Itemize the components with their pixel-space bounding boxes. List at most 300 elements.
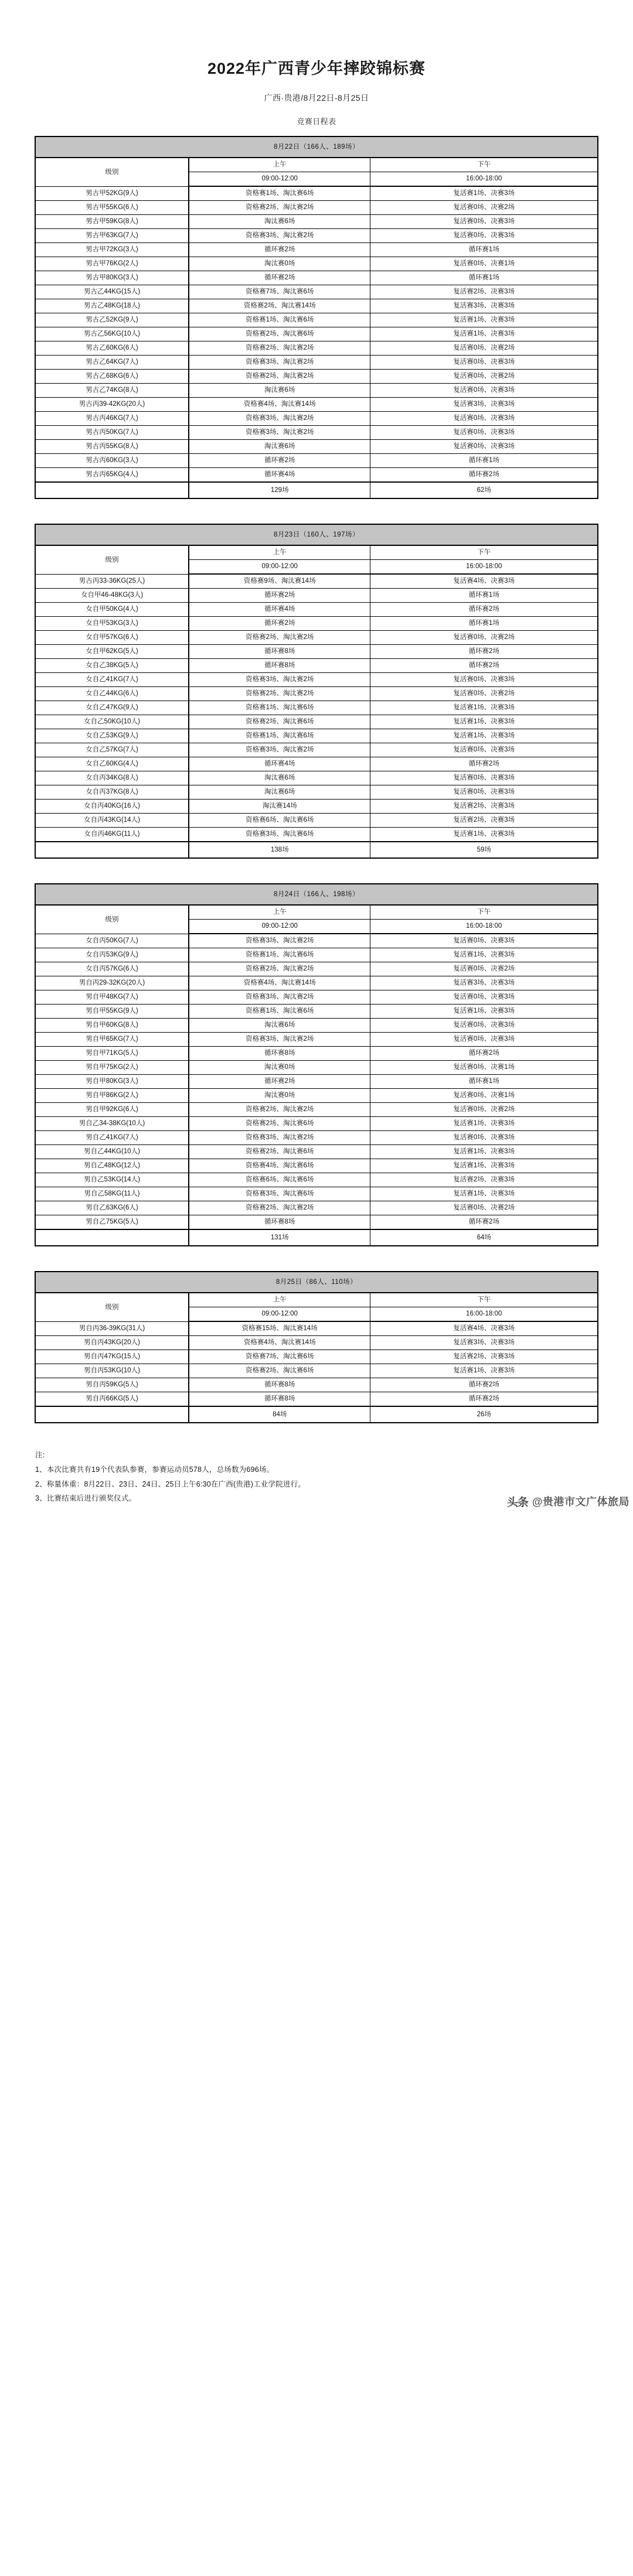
cell-afternoon-matches: 复活赛3场、决赛3场 [370,299,598,313]
column-header-morning: 上午 [189,905,370,920]
cell-level: 女自乙41KG(7人) [35,673,189,687]
column-header-afternoon: 下午 [370,905,598,920]
cell-morning-matches: 资格赛2场、淘汰赛6场 [189,1117,370,1131]
cell-level: 男自甲71KG(5人) [35,1047,189,1061]
cell-afternoon-matches: 复活赛0场、决赛2场 [370,341,598,356]
cell-afternoon-matches: 复活赛4场、决赛3场 [370,574,598,589]
cell-level: 男自丙47KG(15人) [35,1350,189,1364]
cell-level: 男自丙59KG(5人) [35,1378,189,1392]
day-banner: 8月24日（166人、198场） [35,884,598,905]
cell-afternoon-matches: 复活赛0场、决赛2场 [370,631,598,645]
table-row [35,771,598,785]
cell-afternoon-matches: 复活赛1场、决赛3场 [370,313,598,327]
cell-morning-matches: 淘汰赛6场 [189,215,370,229]
cell-morning-matches: 资格赛7场、淘汰赛6场 [189,285,370,299]
cell-morning-matches: 资格赛15场、淘汰赛14场 [189,1321,370,1336]
cell-morning-matches: 资格赛3场、淘汰赛2场 [189,412,370,426]
cell-afternoon-matches: 复活赛4场、决赛3场 [370,1321,598,1336]
table-row [35,313,598,327]
cell-level: 男古乙64KG(7人) [35,356,189,370]
table-row [35,1215,598,1230]
cell-afternoon-matches: 复活赛0场、决赛1场 [370,1061,598,1075]
cell-morning-matches: 资格赛4场、淘汰赛6场 [189,1159,370,1173]
cell-afternoon-matches: 复活赛2场、决赛3场 [370,1350,598,1364]
cell-afternoon-matches: 复活赛0场、决赛3场 [370,384,598,398]
table-row [35,271,598,285]
cell-afternoon-matches: 循环赛2场 [370,1047,598,1061]
table-row [35,814,598,828]
cell-level: 男古乙74KG(8人) [35,384,189,398]
cell-total-level [35,482,189,498]
cell-total-level [35,1229,189,1246]
cell-total-morning: 129场 [189,482,370,498]
cell-morning-matches: 循环赛8场 [189,645,370,659]
cell-morning-matches: 资格赛2场、淘汰赛2场 [189,962,370,976]
cell-morning-matches: 资格赛3场、淘汰赛2场 [189,426,370,440]
cell-afternoon-matches: 复活赛0场、决赛1场 [370,257,598,271]
table-row [35,412,598,426]
cell-afternoon-matches: 循环赛1场 [370,617,598,631]
table-total-row [35,842,598,858]
cell-level: 男古丙46KG(7人) [35,412,189,426]
cell-afternoon-matches: 复活赛0场、决赛3场 [370,1019,598,1033]
cell-level: 男古乙60KG(6人) [35,341,189,356]
cell-afternoon-matches: 循环赛2场 [370,1392,598,1407]
column-header-afternoon: 下午 [370,1293,598,1307]
table-row [35,1350,598,1364]
note-item-2: 2、称量体重：8月22日、23日、24日、25日上午6:30在广西(贵港)工业学院进行。 [35,1480,305,1488]
section-title: 竞赛日程表 [297,117,336,127]
cell-afternoon-matches: 复活赛0场、决赛3场 [370,990,598,1005]
cell-morning-matches: 循环赛2场 [189,1075,370,1089]
cell-afternoon-matches: 复活赛1场、决赛3场 [370,948,598,962]
cell-afternoon-matches: 复活赛3场、决赛3场 [370,1336,598,1350]
day-banner: 8月25日（86人、110场） [35,1272,598,1293]
cell-afternoon-matches: 复活赛2场、决赛3场 [370,1173,598,1187]
cell-morning-matches: 淘汰赛6场 [189,1019,370,1033]
cell-afternoon-matches: 复活赛0场、决赛2场 [370,962,598,976]
table-row [35,743,598,757]
table-row [35,645,598,659]
cell-total-level [35,842,189,858]
column-header-morning-time: 09:00-12:00 [189,1307,370,1322]
cell-level: 男自丙43KG(20人) [35,1336,189,1350]
day-schedule-table [35,524,598,859]
cell-morning-matches: 循环赛2场 [189,243,370,257]
cell-level: 男古丙33-36KG(25人) [35,574,189,589]
table-row [35,1336,598,1350]
cell-afternoon-matches: 复活赛0场、决赛2场 [370,1103,598,1117]
cell-level: 男古甲76KG(2人) [35,257,189,271]
column-header-level: 级别 [35,158,189,186]
cell-level: 女自丙37KG(8人) [35,785,189,800]
table-row [35,673,598,687]
cell-afternoon-matches: 复活赛1场、决赛3场 [370,729,598,743]
cell-level: 男自甲75KG(2人) [35,1061,189,1075]
table-row [35,948,598,962]
table-row [35,589,598,603]
cell-afternoon-matches: 复活赛0场、决赛3场 [370,215,598,229]
cell-afternoon-matches: 循环赛2场 [370,1215,598,1230]
cell-morning-matches: 资格赛3场、淘汰赛2场 [189,356,370,370]
column-header-morning-time: 09:00-12:00 [189,172,370,187]
cell-morning-matches: 资格赛2场、淘汰赛2场 [189,341,370,356]
schedule-tables [0,136,633,1423]
table-row [35,631,598,645]
note-item-1: 1、本次比赛共有19个代表队参赛，参赛运动员578人，总场数为696场。 [35,1465,274,1474]
cell-level: 女自甲46-48KG(3人) [35,589,189,603]
cell-morning-matches: 资格赛7场、淘汰赛6场 [189,1350,370,1364]
cell-afternoon-matches: 复活赛0场、决赛3场 [370,440,598,454]
cell-level: 男古丙65KG(4人) [35,468,189,483]
cell-level: 女自甲62KG(5人) [35,645,189,659]
table-row [35,243,598,257]
cell-morning-matches: 资格赛2场、淘汰赛2场 [189,370,370,384]
cell-afternoon-matches: 复活赛1场、决赛3场 [370,828,598,842]
cell-level: 女自丙53KG(9人) [35,948,189,962]
table-row [35,1201,598,1215]
cell-total-morning: 138场 [189,842,370,858]
table-row [35,1061,598,1075]
cell-morning-matches: 资格赛1场、淘汰赛6场 [189,701,370,715]
cell-morning-matches: 淘汰赛6场 [189,440,370,454]
event-subtitle: 广西·贵港/8月22日-8月25日 [264,93,369,103]
table-row [35,990,598,1005]
cell-level: 男古丙55KG(8人) [35,440,189,454]
cell-level: 女自丙50KG(7人) [35,934,189,948]
watermark-account-name: @贵港市文广体旅局 [532,1496,629,1508]
cell-level: 男古乙48KG(18人) [35,299,189,313]
cell-level: 男自乙63KG(6人) [35,1201,189,1215]
note-item-3: 3、比赛结束后进行颁奖仪式。 [35,1494,137,1503]
cell-level: 女自乙47KG(9人) [35,701,189,715]
cell-total-afternoon: 64场 [370,1229,598,1246]
cell-level: 男古丙39-42KG(20人) [35,398,189,412]
cell-morning-matches: 淘汰赛0场 [189,1061,370,1075]
cell-level: 男古丙50KG(7人) [35,426,189,440]
day-schedule-table [35,136,598,499]
toutiao-logo-icon: 头条 [506,1496,528,1509]
cell-level: 男古甲80KG(3人) [35,271,189,285]
table-row [35,687,598,701]
cell-morning-matches: 淘汰赛14场 [189,800,370,814]
column-header-morning: 上午 [189,1293,370,1307]
column-header-afternoon-time: 16:00-18:00 [370,920,598,934]
table-row [35,715,598,729]
cell-afternoon-matches: 复活赛0场、决赛3场 [370,785,598,800]
table-row [35,1075,598,1089]
cell-level: 男自乙58KG(11人) [35,1187,189,1201]
cell-afternoon-matches: 循环赛1场 [370,589,598,603]
cell-level: 男古乙68KG(6人) [35,370,189,384]
table-row [35,398,598,412]
cell-level: 男自乙41KG(7人) [35,1131,189,1145]
cell-level: 男自丙53KG(10人) [35,1364,189,1378]
cell-morning-matches: 循环赛4场 [189,468,370,483]
cell-morning-matches: 资格赛2场、淘汰赛2场 [189,201,370,215]
cell-level: 男自丙66KG(5人) [35,1392,189,1407]
cell-morning-matches: 资格赛6场、淘汰赛6场 [189,814,370,828]
cell-level: 女自甲57KG(6人) [35,631,189,645]
cell-afternoon-matches: 循环赛1场 [370,454,598,468]
table-row [35,962,598,976]
cell-morning-matches: 资格赛3场、淘汰赛2场 [189,934,370,948]
cell-afternoon-matches: 复活赛1场、决赛3场 [370,701,598,715]
cell-afternoon-matches: 复活赛0场、决赛2场 [370,687,598,701]
cell-morning-matches: 资格赛2场、淘汰赛14场 [189,299,370,313]
table-row [35,785,598,800]
cell-afternoon-matches: 复活赛0场、决赛3场 [370,1033,598,1047]
notes-heading: 注: [35,1451,45,1460]
table-row [35,1033,598,1047]
column-header-morning-time: 09:00-12:00 [189,920,370,934]
watermark [507,1494,629,1509]
cell-afternoon-matches: 循环赛2场 [370,757,598,771]
cell-level: 男自丙36-39KG(31人) [35,1321,189,1336]
cell-afternoon-matches: 复活赛3场、决赛3场 [370,976,598,990]
cell-afternoon-matches: 复活赛0场、决赛3场 [370,771,598,785]
table-row [35,1047,598,1061]
table-row [35,1187,598,1201]
cell-level: 男古甲72KG(3人) [35,243,189,257]
cell-morning-matches: 淘汰赛6场 [189,384,370,398]
cell-level: 男自甲65KG(7人) [35,1033,189,1047]
table-row [35,327,598,341]
table-row [35,701,598,715]
cell-total-morning: 84场 [189,1406,370,1423]
cell-afternoon-matches: 循环赛2场 [370,603,598,617]
cell-afternoon-matches: 复活赛1场、决赛3场 [370,1187,598,1201]
table-row [35,426,598,440]
cell-afternoon-matches: 循环赛2场 [370,468,598,483]
cell-level: 女自乙44KG(6人) [35,687,189,701]
cell-level: 男自丙29-32KG(20人) [35,976,189,990]
cell-level: 男古乙44KG(15人) [35,285,189,299]
cell-morning-matches: 资格赛2场、淘汰赛6场 [189,1145,370,1159]
column-header-morning-time: 09:00-12:00 [189,560,370,575]
cell-afternoon-matches: 复活赛0场、决赛3场 [370,412,598,426]
cell-morning-matches: 淘汰赛6场 [189,785,370,800]
column-header-afternoon: 下午 [370,158,598,172]
table-row [35,659,598,673]
cell-morning-matches: 资格赛3场、淘汰赛6场 [189,828,370,842]
column-header-afternoon-time: 16:00-18:00 [370,560,598,575]
table-row [35,299,598,313]
table-row [35,1089,598,1103]
table-row [35,574,598,589]
cell-morning-matches: 循环赛8场 [189,1215,370,1230]
table-row [35,341,598,356]
column-header-afternoon-time: 16:00-18:00 [370,1307,598,1322]
cell-afternoon-matches: 复活赛1场、决赛3场 [370,1005,598,1019]
table-row [35,356,598,370]
cell-level: 女自乙53KG(9人) [35,729,189,743]
cell-level: 女自丙46KG(11人) [35,828,189,842]
cell-morning-matches: 资格赛3场、淘汰赛2场 [189,990,370,1005]
cell-level: 女自丙40KG(16人) [35,800,189,814]
cell-level: 男自甲55KG(9人) [35,1005,189,1019]
cell-total-afternoon: 62场 [370,482,598,498]
cell-afternoon-matches: 复活赛0场、决赛1场 [370,1089,598,1103]
cell-total-level [35,1406,189,1423]
cell-level: 男自乙75KG(5人) [35,1215,189,1230]
cell-morning-matches: 淘汰赛0场 [189,1089,370,1103]
cell-afternoon-matches: 循环赛2场 [370,1378,598,1392]
cell-morning-matches: 循环赛4场 [189,603,370,617]
cell-morning-matches: 资格赛3场、淘汰赛2场 [189,743,370,757]
cell-level: 男自甲48KG(7人) [35,990,189,1005]
cell-level: 男古甲55KG(6人) [35,201,189,215]
cell-morning-matches: 循环赛8场 [189,1047,370,1061]
cell-afternoon-matches: 复活赛1场、决赛3场 [370,715,598,729]
cell-morning-matches: 循环赛8场 [189,1378,370,1392]
cell-morning-matches: 资格赛3场、淘汰赛2场 [189,1033,370,1047]
table-row [35,440,598,454]
cell-level: 女自丙57KG(6人) [35,962,189,976]
table-row [35,186,598,201]
cell-afternoon-matches: 复活赛0场、决赛3场 [370,934,598,948]
cell-level: 男自乙53KG(14人) [35,1173,189,1187]
table-row [35,729,598,743]
cell-level: 女自甲53KG(3人) [35,617,189,631]
table-row [35,1364,598,1378]
day-schedule-table [35,1271,598,1423]
cell-morning-matches: 循环赛8场 [189,1392,370,1407]
table-row [35,617,598,631]
cell-level: 女自乙50KG(10人) [35,715,189,729]
cell-afternoon-matches: 复活赛0场、决赛3场 [370,229,598,243]
cell-afternoon-matches: 复活赛0场、决赛3场 [370,743,598,757]
table-row [35,1159,598,1173]
cell-level: 女自乙60KG(4人) [35,757,189,771]
cell-morning-matches: 资格赛2场、淘汰赛6场 [189,1364,370,1378]
cell-morning-matches: 资格赛1场、淘汰赛6场 [189,186,370,201]
table-row [35,1103,598,1117]
cell-morning-matches: 淘汰赛6场 [189,771,370,785]
table-row [35,1378,598,1392]
cell-level: 男自乙44KG(10人) [35,1145,189,1159]
cell-afternoon-matches: 循环赛1场 [370,1075,598,1089]
table-row [35,757,598,771]
cell-afternoon-matches: 复活赛0场、决赛3场 [370,426,598,440]
column-header-morning: 上午 [189,158,370,172]
table-row [35,1019,598,1033]
table-total-row [35,1229,598,1246]
cell-afternoon-matches: 复活赛0场、决赛3场 [370,673,598,687]
cell-level: 男古乙56KG(10人) [35,327,189,341]
table-row [35,1131,598,1145]
cell-level: 男古甲52KG(9人) [35,186,189,201]
cell-morning-matches: 资格赛1场、淘汰赛6场 [189,729,370,743]
table-row [35,384,598,398]
cell-morning-matches: 循环赛2场 [189,454,370,468]
cell-total-morning: 131场 [189,1229,370,1246]
cell-afternoon-matches: 复活赛2场、决赛3场 [370,814,598,828]
table-row [35,454,598,468]
cell-morning-matches: 资格赛3场、淘汰赛6场 [189,1187,370,1201]
cell-afternoon-matches: 循环赛1场 [370,271,598,285]
cell-afternoon-matches: 循环赛2场 [370,659,598,673]
cell-afternoon-matches: 复活赛1场、决赛3场 [370,1117,598,1131]
cell-afternoon-matches: 复活赛2场、决赛3场 [370,800,598,814]
cell-afternoon-matches: 循环赛1场 [370,243,598,257]
cell-total-afternoon: 26场 [370,1406,598,1423]
table-total-row [35,1406,598,1423]
cell-morning-matches: 资格赛1场、淘汰赛6场 [189,313,370,327]
cell-afternoon-matches: 复活赛1场、决赛3场 [370,1364,598,1378]
cell-level: 男古丙60KG(3人) [35,454,189,468]
cell-afternoon-matches: 复活赛0场、决赛2场 [370,1201,598,1215]
cell-level: 女自丙43KG(14人) [35,814,189,828]
table-row [35,468,598,483]
table-row [35,976,598,990]
cell-morning-matches: 淘汰赛0场 [189,257,370,271]
table-row [35,1117,598,1131]
cell-morning-matches: 循环赛2场 [189,271,370,285]
table-total-row [35,482,598,498]
cell-afternoon-matches: 复活赛1场、决赛3场 [370,327,598,341]
cell-afternoon-matches: 复活赛0场、决赛2场 [370,370,598,384]
table-row [35,1392,598,1407]
column-header-morning: 上午 [189,545,370,560]
cell-morning-matches: 资格赛2场、淘汰赛2场 [189,1201,370,1215]
cell-afternoon-matches: 复活赛2场、决赛3场 [370,285,598,299]
cell-level: 女自乙38KG(5人) [35,659,189,673]
cell-morning-matches: 资格赛2场、淘汰赛6场 [189,715,370,729]
cell-morning-matches: 资格赛1场、淘汰赛6场 [189,1005,370,1019]
day-banner: 8月22日（166人、189场） [35,136,598,158]
table-row [35,257,598,271]
column-header-level: 级别 [35,545,189,574]
cell-morning-matches: 循环赛4场 [189,757,370,771]
table-row [35,800,598,814]
cell-morning-matches: 资格赛2场、淘汰赛6场 [189,327,370,341]
table-row [35,1173,598,1187]
cell-afternoon-matches: 复活赛1场、决赛3场 [370,186,598,201]
cell-morning-matches: 资格赛4场、淘汰赛14场 [189,976,370,990]
cell-level: 女自乙57KG(7人) [35,743,189,757]
cell-afternoon-matches: 复活赛1场、决赛3场 [370,1145,598,1159]
cell-level: 男古甲59KG(8人) [35,215,189,229]
cell-morning-matches: 资格赛3场、淘汰赛2场 [189,673,370,687]
cell-level: 男古乙52KG(9人) [35,313,189,327]
column-header-afternoon-time: 16:00-18:00 [370,172,598,187]
cell-morning-matches: 资格赛2场、淘汰赛2场 [189,1103,370,1117]
cell-morning-matches: 资格赛4场、淘汰赛14场 [189,1336,370,1350]
table-row [35,201,598,215]
cell-morning-matches: 资格赛2场、淘汰赛2场 [189,631,370,645]
column-header-level: 级别 [35,905,189,934]
table-row [35,934,598,948]
cell-morning-matches: 资格赛1场、淘汰赛6场 [189,948,370,962]
table-row [35,370,598,384]
column-header-level: 级别 [35,1293,189,1321]
cell-level: 男自甲80KG(3人) [35,1075,189,1089]
cell-afternoon-matches: 复活赛0场、决赛3场 [370,356,598,370]
cell-level: 男自乙34-38KG(10人) [35,1117,189,1131]
cell-level: 女自丙34KG(8人) [35,771,189,785]
cell-morning-matches: 资格赛3场、淘汰赛2场 [189,229,370,243]
table-row [35,215,598,229]
cell-morning-matches: 资格赛9场、淘汰赛14场 [189,574,370,589]
table-row [35,285,598,299]
page-title: 2022年广西青少年摔跤锦标赛 [207,60,426,77]
table-row [35,1005,598,1019]
cell-morning-matches: 资格赛6场、淘汰赛6场 [189,1173,370,1187]
cell-morning-matches: 循环赛2场 [189,589,370,603]
column-header-afternoon: 下午 [370,545,598,560]
cell-afternoon-matches: 复活赛0场、决赛2场 [370,201,598,215]
